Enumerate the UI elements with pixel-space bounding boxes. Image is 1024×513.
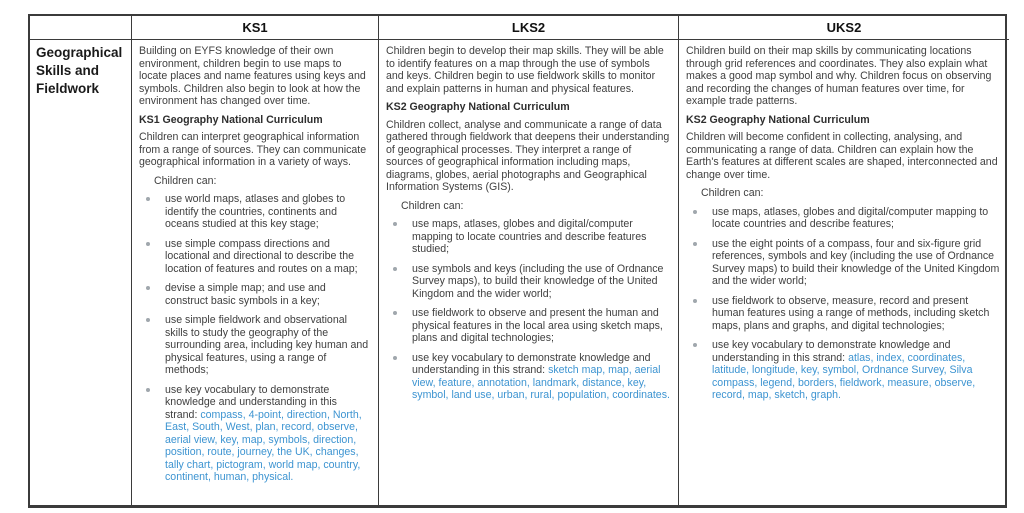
cell-lks2 xyxy=(379,40,679,505)
bullet-item xyxy=(139,314,370,377)
bullet-text: use simple compass directions and locational and directional to describe the location of features and routes on a map; xyxy=(165,237,358,275)
bullet-icon xyxy=(146,318,150,322)
bullet-text: use simple fieldwork and observational skills to study the geography of the surrounding area, including key human and physical features, using a range of methods; xyxy=(165,314,369,376)
curriculum-table xyxy=(28,14,1007,508)
bullet-text: devise a simple map; and use and construct basic symbols in a key; xyxy=(165,282,326,307)
vocab-list: sketch map, map, aerial view, feature, annotation, landmark, distance, key, symbol, land use, urban, rural, population, coordinates. xyxy=(412,364,670,401)
ks1-children-can: Children can: xyxy=(154,174,217,187)
bullet-text: use key vocabulary to demonstrate knowledge and understanding in this strand: xyxy=(412,351,651,376)
lks2-nc-text: Children collect, analyse and communicate a range of data gathered through fieldwork that deepens their understanding of geographical processes. They interpret a range of sources of geographical information including maps, diagrams, globes, aerial photographs and Geographical Information Systems (GIS). xyxy=(386,118,670,193)
bullet-item xyxy=(139,193,370,231)
vocab-list: atlas, index, coordinates, latitude, longitude, key, symbol, Ordnance Survey, Silva compass, legend, borders, fieldwork, measure, observe, record, map, sketch, graph. xyxy=(712,351,976,401)
bullet-icon xyxy=(693,210,697,214)
bullet-item xyxy=(139,282,370,307)
bullet-text: use fieldwork to observe, measure, record and present human features using a range of methods, including sketch maps, plans and graphs, and digital technologies; xyxy=(712,294,990,332)
bullet-item xyxy=(139,238,370,276)
bullet-icon xyxy=(393,222,397,226)
bullet-text: use key vocabulary to demonstrate knowledge and understanding in this strand: xyxy=(712,339,951,364)
column-header-ks1: KS1 xyxy=(132,16,379,40)
bullet-icon xyxy=(146,197,150,201)
uks2-children-can: Children can: xyxy=(701,187,764,199)
bullet-text: use world maps, atlases and globes to identify the countries, continents and oceans studied at this key stage; xyxy=(165,193,346,230)
cell-uks2 xyxy=(679,40,1009,505)
bullet-item xyxy=(686,238,1001,288)
lks2-children-can: Children can: xyxy=(401,199,464,212)
bullet-icon xyxy=(146,286,150,290)
ks1-nc-heading: KS1 Geography National Curriculum xyxy=(139,113,323,126)
bullet-icon xyxy=(393,267,397,271)
bullet-text: use maps, atlases, globes and digital/computer mapping to locate countries and describe features; xyxy=(712,205,989,230)
row-label-geographical-skills: Geographical Skills and Fieldwork xyxy=(30,40,132,505)
ks1-intro: Building on EYFS knowledge of their own environment, children begin to use maps to locate places and name features using keys and symbols. Children also begin to look at how the environment has changed over time. xyxy=(139,45,366,107)
bullet-icon xyxy=(693,343,697,347)
uks2-nc-heading: KS2 Geography National Curriculum xyxy=(686,113,870,126)
vocab-list: compass, 4-point, direction, North, East, South, West, plan, record, observe, aerial view, key, map, symbols, direction, position, route, journey, the UK, changes, tally chart, pictogram, world map, country, continent, human, physical. xyxy=(165,408,362,483)
bullet-text: use symbols and keys (including the use of Ordnance Survey maps), to build their knowledge of the United Kingdom and the wider world; xyxy=(412,262,664,300)
bullet-item xyxy=(686,339,1001,402)
bullet-text: use the eight points of a compass, four and six-figure grid references, symbols and key (including the use of Ordnance Survey maps) to build their knowledge of the United Kingdom and the wider world; xyxy=(712,237,1000,287)
bullet-icon xyxy=(146,242,150,246)
lks2-intro: Children begin to develop their map skills. They will be able to identify features on a map through the use of symbols and keys. Children begin to use fieldwork skills to monitor and explain patterns in human and physical features. xyxy=(386,45,664,95)
bullet-icon xyxy=(146,388,150,392)
bullet-icon xyxy=(693,242,697,246)
bullet-text: use key vocabulary to demonstrate knowledge and understanding in this strand: xyxy=(165,383,337,421)
lks2-nc-heading: KS2 Geography National Curriculum xyxy=(386,101,570,113)
bullet-icon xyxy=(393,311,397,315)
bullet-icon xyxy=(393,356,397,360)
uks2-nc-text: Children will become confident in collecting, analysing, and communicating a range of data. Children can explain how the Earth's features at different scales are shaped, interconnected and change over time. xyxy=(686,131,998,181)
column-header-lks2: LKS2 xyxy=(379,16,679,40)
bullet-text: use maps, atlases, globes and digital/computer mapping to locate countries and describe features studied; xyxy=(412,218,647,255)
bullet-item xyxy=(686,295,1001,333)
column-header-uks2: UKS2 xyxy=(679,16,1009,40)
uks2-intro: Children build on their map skills by communicating locations through grid references and coordinates. They also explain what makes a good map symbol and why. Children focus on observing and recording the changes of human features over time, for example trade patterns. xyxy=(686,45,992,107)
bullet-text: use fieldwork to observe and present the human and physical features in the local area using sketch maps, plans and digital technologies; xyxy=(412,307,663,344)
bullet-item xyxy=(139,384,370,484)
bullet-icon xyxy=(693,299,697,303)
bullet-item xyxy=(386,307,670,345)
ks1-nc-text: Children can interpret geographical information from a range of sources. They can communicate geographical information in a variety of ways. xyxy=(139,131,367,168)
header-cell-empty xyxy=(30,16,132,40)
bullet-item xyxy=(686,206,1001,231)
bullet-item xyxy=(386,263,670,301)
bullet-item xyxy=(386,352,670,402)
bullet-item xyxy=(386,218,670,256)
cell-ks1 xyxy=(132,40,379,505)
